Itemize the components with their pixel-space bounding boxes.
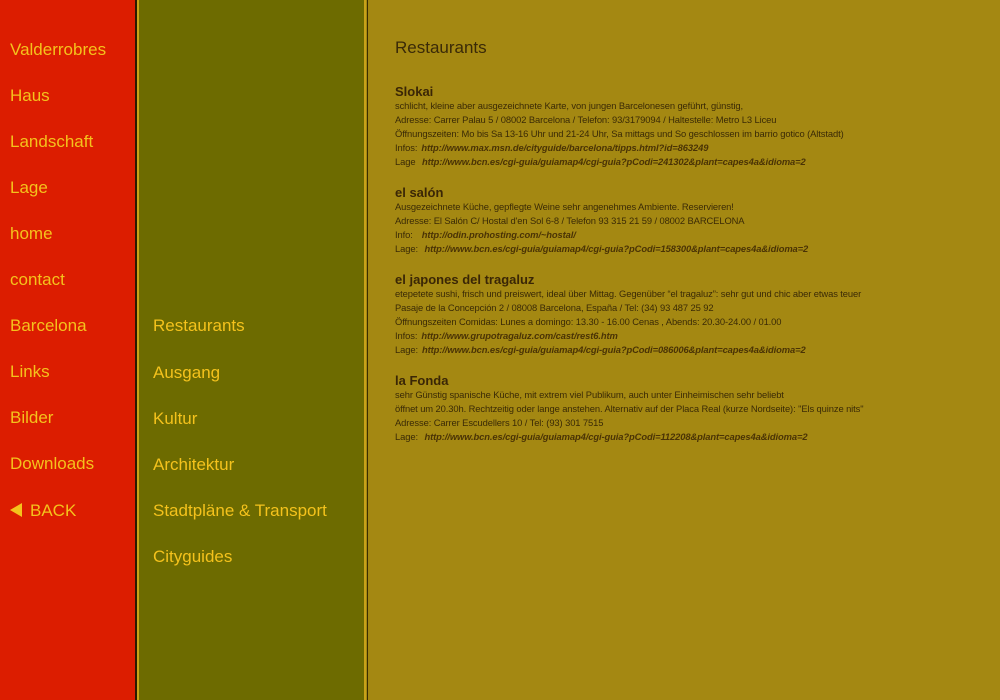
restaurant-lage-row bbox=[395, 242, 985, 256]
restaurant-infos-row bbox=[395, 141, 985, 155]
subnav-ausgang[interactable]: Ausgang bbox=[153, 363, 221, 382]
lage-link[interactable]: http://www.bcn.es/cgi-guia/guiamap4/cgi-guia?pCodi=112208&plant=capes4a&idioma=2 bbox=[424, 431, 808, 442]
restaurant-entry bbox=[395, 373, 985, 444]
back-button[interactable] bbox=[10, 501, 76, 521]
nav-links[interactable]: Links bbox=[10, 362, 50, 381]
restaurant-name: el japones del tragaluz bbox=[395, 272, 535, 287]
lage-label: Lage: bbox=[395, 431, 418, 442]
subnav-architektur[interactable]: Architektur bbox=[153, 455, 235, 474]
infos-link[interactable]: http://www.grupotragaluz.com/cast/rest6.htm bbox=[421, 330, 618, 341]
restaurant-note: öffnet um 20.30h. Rechtzeitig oder lange anstehen. Alternativ auf der Placa Real (kurze Nordseite): "Els quinze nits" bbox=[395, 403, 864, 414]
restaurant-entry bbox=[395, 84, 985, 169]
lage-label: Lage: bbox=[395, 344, 418, 355]
subnav-restaurants[interactable]: Restaurants bbox=[153, 316, 245, 335]
restaurant-entry bbox=[395, 272, 985, 357]
infos-label: Infos: bbox=[395, 330, 418, 341]
nav-landschaft[interactable]: Landschaft bbox=[10, 132, 94, 151]
restaurant-name: el salón bbox=[395, 185, 444, 200]
content-area bbox=[395, 38, 985, 460]
lage-label: Lage: bbox=[395, 243, 418, 254]
back-label: BACK bbox=[30, 501, 77, 520]
restaurant-address: Adresse: Carrer Palau 5 / 08002 Barcelona / Telefon: 93/3179094 / Haltestelle: Metro L3 Liceu bbox=[395, 114, 777, 125]
nav-contact[interactable]: contact bbox=[10, 270, 65, 289]
restaurant-name: Slokai bbox=[395, 84, 434, 99]
subnav-stadtplaene-transport[interactable]: Stadtpläne & Transport bbox=[153, 501, 327, 520]
restaurant-infos-row bbox=[395, 329, 985, 343]
restaurant-lage-row bbox=[395, 430, 985, 444]
infos-link[interactable]: http://odin.prohosting.com/~hostal/ bbox=[421, 229, 576, 240]
subnav-cityguides[interactable]: Cityguides bbox=[153, 547, 233, 566]
nav-haus[interactable]: Haus bbox=[10, 86, 50, 105]
restaurant-address: Adresse: Carrer Escudellers 10 / Tel: (93) 301 7515 bbox=[395, 417, 604, 428]
restaurant-hours: Öffnungszeiten: Mo bis Sa 13-16 Uhr und 21-24 Uhr, Sa mittags und So geschlossen im barrio gotico (Altstadt) bbox=[395, 128, 844, 139]
restaurant-address: Pasaje de la Concepción 2 / 08008 Barcelona, España / Tel: (34) 93 487 25 92 bbox=[395, 302, 714, 313]
restaurant-hours: Öffnungszeiten Comidas: Lunes a domingo: 13.30 - 16.00 Cenas , Abends: 20.30-24.00 / 01.00 bbox=[395, 316, 782, 327]
nav-home[interactable]: home bbox=[10, 224, 53, 243]
lage-link[interactable]: http://www.bcn.es/cgi-guia/guiamap4/cgi-guia?pCodi=086006&plant=capes4a&idioma=2 bbox=[421, 344, 806, 355]
nav-downloads[interactable]: Downloads bbox=[10, 454, 95, 473]
restaurant-lage-row bbox=[395, 343, 985, 357]
nav-valderrobres[interactable]: Valderrobres bbox=[10, 40, 107, 59]
back-arrow-icon bbox=[10, 503, 22, 517]
restaurant-entry bbox=[395, 185, 985, 256]
infos-label: Info: bbox=[395, 229, 413, 240]
restaurant-name: la Fonda bbox=[395, 373, 449, 388]
infos-link[interactable]: http://www.max.msn.de/cityguide/barcelona/tipps.html?id=863249 bbox=[421, 142, 709, 153]
lage-label: Lage bbox=[395, 156, 416, 167]
subnav-kultur[interactable]: Kultur bbox=[153, 409, 198, 428]
restaurant-description: Ausgezeichnete Küche, gepflegte Weine sehr angenehmes Ambiente. Reservieren! bbox=[395, 201, 734, 212]
restaurant-description: etepetete sushi, frisch und preiswert, ideal über Mittag. Gegenüber “el tragaluz”: sehr gut und chic aber etwas teuer bbox=[395, 288, 862, 299]
restaurant-address: Adresse: El Salón C/ Hostal d'en Sol 6-8 / Telefon 93 315 21 59 / 08002 BARCELONA bbox=[395, 215, 745, 226]
nav-lage[interactable]: Lage bbox=[10, 178, 48, 197]
restaurant-description: sehr Günstig spanische Küche, mit extrem viel Publikum, auch unter Einheimischen sehr beliebt bbox=[395, 389, 784, 400]
page-title: Restaurants bbox=[395, 38, 487, 57]
restaurant-infos-row bbox=[395, 228, 985, 242]
restaurant-description: schlicht, kleine aber ausgezeichnete Karte, von jungen Barcelonesen geführt, günstig, bbox=[395, 100, 743, 111]
restaurant-lage-row bbox=[395, 155, 985, 169]
lage-link[interactable]: http://www.bcn.es/cgi-guia/guiamap4/cgi-guia?pCodi=158300&plant=capes4a&idioma=2 bbox=[424, 243, 809, 254]
nav-barcelona[interactable]: Barcelona bbox=[10, 316, 87, 335]
sub-nav bbox=[137, 0, 366, 700]
main-nav bbox=[0, 0, 137, 700]
nav-bilder[interactable]: Bilder bbox=[10, 408, 54, 427]
lage-link[interactable]: http://www.bcn.es/cgi-guia/guiamap4/cgi-guia?pCodi=241302&plant=capes4a&idioma=2 bbox=[421, 156, 806, 167]
infos-label: Infos: bbox=[395, 142, 418, 153]
